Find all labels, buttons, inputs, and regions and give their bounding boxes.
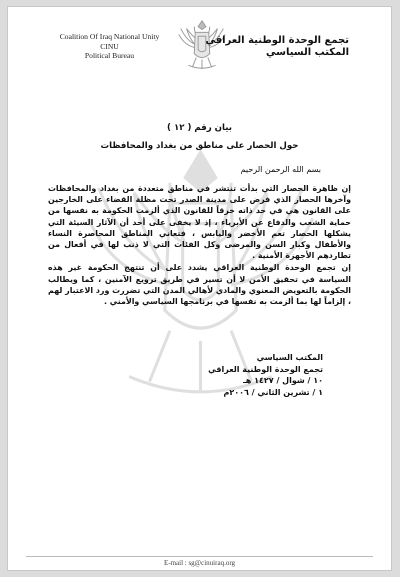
signature-gregorian-date: ١ / تشرين الثاني / ٢٠٠٦م (223, 387, 323, 397)
signature-block (143, 352, 323, 398)
org-acronym: CINU (100, 41, 119, 51)
org-name-arabic: تجمع الوحدة الوطنية العراقي (205, 35, 349, 46)
body-paragraph: إن تجمع الوحدة الوطنية العراقي يشدد على أن تنتهج الحكومة غير هذه السياسة في تحقيق الأمن لا أن تسير في طريق ترويع الآمنين ، كما ويطالب الحكومة بالتعويض المعنوي والمادي لأهالي المدن التي تضررت ورد الاعتبار لهم ، إلزاماً لها بما ألزمت به نفسها في برنامجها السياسي والأمني . (48, 263, 351, 307)
statement-title: حول الحصار على مناطق من بغداد والمحافظات (100, 141, 299, 151)
signature-bureau: المكتب السياسي (256, 353, 323, 362)
bureau-name-arabic: المكتب السياسي (266, 47, 349, 58)
org-name-english: Coalition Of Iraq National Unity (59, 32, 160, 41)
statement-body (48, 183, 351, 308)
statement-number: بيان رقم ( ١٢ ) (167, 123, 232, 133)
signature-hijri-date: ١٠ / شوال / ١٤٢٧ هـ (243, 376, 323, 385)
footer-divider (26, 556, 373, 557)
basmala: بسم الله الرحمن الرحيم (240, 165, 321, 174)
letter-page (7, 6, 392, 571)
arabic-letterhead (205, 35, 349, 59)
english-letterhead (52, 32, 167, 61)
footer-email[interactable]: E-mail : sg@cinuiraq.org (163, 559, 236, 567)
signature-organization: تجمع الوحدة الوطنية العراقي (208, 364, 323, 374)
bureau-name-english: Political Bureau (84, 51, 135, 60)
body-paragraph: إن ظاهرة الحصار التي بدأت تنتشر في مناطق متعددة من بغداد والمحافظات وآخرها الحصار الذي فرض على مدينة الصدر تحت مظلة القضاء على الخارجين على القانون هي في حد ذاته خرقاً للقانون الذي ألزمت الحكومة به نفسها من حماية الشعب والدفاع عن الأبرياء ، إذ لا يخفى على أحد أن الآثار السيئة التي يشكلها الحصار تعم الأخضر واليابس ، فتعاني المناطق المحاصرة النساء والأطفال وكبار السن والمرضى وكل الفئات التي لا ذنب لها في أفعال من تطاردهم الأجهزة الأمنية . (48, 184, 351, 261)
